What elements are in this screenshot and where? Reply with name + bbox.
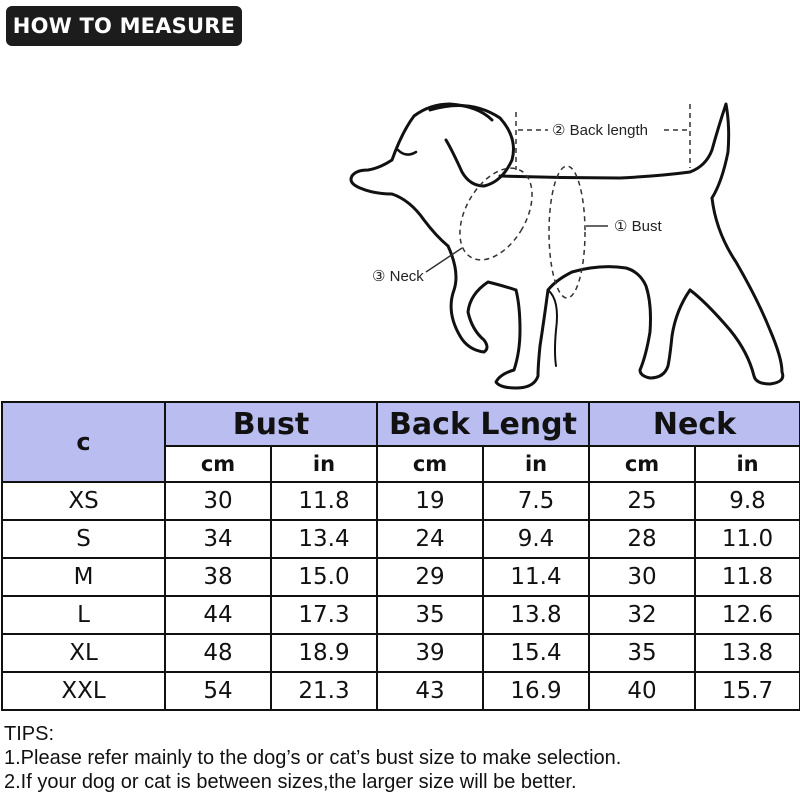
bust-cm-cell: 30: [165, 482, 271, 520]
back-in-cell: 16.9: [483, 672, 589, 710]
how-to-measure-badge: HOW TO MEASURE: [6, 6, 242, 46]
tip-line-2: 2.If your dog or cat is between sizes,the larger size will be better.: [4, 771, 577, 793]
size-cell: L: [2, 596, 165, 634]
neck-label: ③ Neck: [372, 268, 424, 285]
bust-cm-cell: 44: [165, 596, 271, 634]
bust-label: ① Bust: [614, 218, 662, 235]
neck-cm-cell: 30: [589, 558, 695, 596]
bust-in-cell: 11.8: [271, 482, 377, 520]
back-in-cell: 15.4: [483, 634, 589, 672]
unit-header: cm: [377, 446, 483, 482]
tips-heading: TIPS:: [4, 723, 55, 745]
back-cm-cell: 19: [377, 482, 483, 520]
back-in-cell: 13.8: [483, 596, 589, 634]
back-cm-cell: 39: [377, 634, 483, 672]
neck-in-cell: 15.7: [695, 672, 800, 710]
dog-measurement-illustration: [0, 50, 800, 395]
size-cell: XL: [2, 634, 165, 672]
bust-header: Bust: [165, 402, 377, 446]
neck-guide: [445, 156, 547, 273]
table-row: [2, 520, 800, 558]
unit-header: cm: [165, 446, 271, 482]
size-cell: XXL: [2, 672, 165, 710]
neck-header: Neck: [589, 402, 800, 446]
neck-in-cell: 11.8: [695, 558, 800, 596]
table-row: [2, 672, 800, 710]
bust-in-cell: 13.4: [271, 520, 377, 558]
back-cm-cell: 43: [377, 672, 483, 710]
neck-in-cell: 9.8: [695, 482, 800, 520]
size-cell: M: [2, 558, 165, 596]
size-column-header: c: [2, 402, 165, 482]
back-cm-cell: 29: [377, 558, 483, 596]
tip-line-1: 1.Please refer mainly to the dog’s or cat’s bust size to make selection.: [4, 747, 622, 769]
back-cm-cell: 35: [377, 596, 483, 634]
table-row: [2, 482, 800, 520]
bust-cm-cell: 48: [165, 634, 271, 672]
back-length-label: ② Back length: [552, 122, 648, 139]
bust-cm-cell: 38: [165, 558, 271, 596]
bust-in-cell: 15.0: [271, 558, 377, 596]
table-row: [2, 558, 800, 596]
unit-header: cm: [589, 446, 695, 482]
neck-cm-cell: 35: [589, 634, 695, 672]
bust-cm-cell: 34: [165, 520, 271, 558]
back-in-cell: 9.4: [483, 520, 589, 558]
table-row: [2, 596, 800, 634]
group-header-row: [2, 402, 800, 446]
neck-cm-cell: 25: [589, 482, 695, 520]
size-cell: S: [2, 520, 165, 558]
size-cell: XS: [2, 482, 165, 520]
neck-in-cell: 12.6: [695, 596, 800, 634]
neck-in-cell: 11.0: [695, 520, 800, 558]
back-in-cell: 11.4: [483, 558, 589, 596]
unit-header: in: [695, 446, 800, 482]
unit-header: in: [483, 446, 589, 482]
bust-in-cell: 21.3: [271, 672, 377, 710]
size-chart-table: [1, 401, 800, 711]
bust-in-cell: 17.3: [271, 596, 377, 634]
back-in-cell: 7.5: [483, 482, 589, 520]
tips-section: [4, 722, 800, 794]
neck-cm-cell: 32: [589, 596, 695, 634]
neck-cm-cell: 28: [589, 520, 695, 558]
table-row: [2, 634, 800, 672]
bust-in-cell: 18.9: [271, 634, 377, 672]
neck-in-cell: 13.8: [695, 634, 800, 672]
unit-header: in: [271, 446, 377, 482]
back-cm-cell: 24: [377, 520, 483, 558]
bust-cm-cell: 54: [165, 672, 271, 710]
back-length-header: Back Lengt: [377, 402, 589, 446]
dog-outline-icon: [351, 104, 783, 388]
bust-guide: [549, 166, 585, 298]
neck-cm-cell: 40: [589, 672, 695, 710]
